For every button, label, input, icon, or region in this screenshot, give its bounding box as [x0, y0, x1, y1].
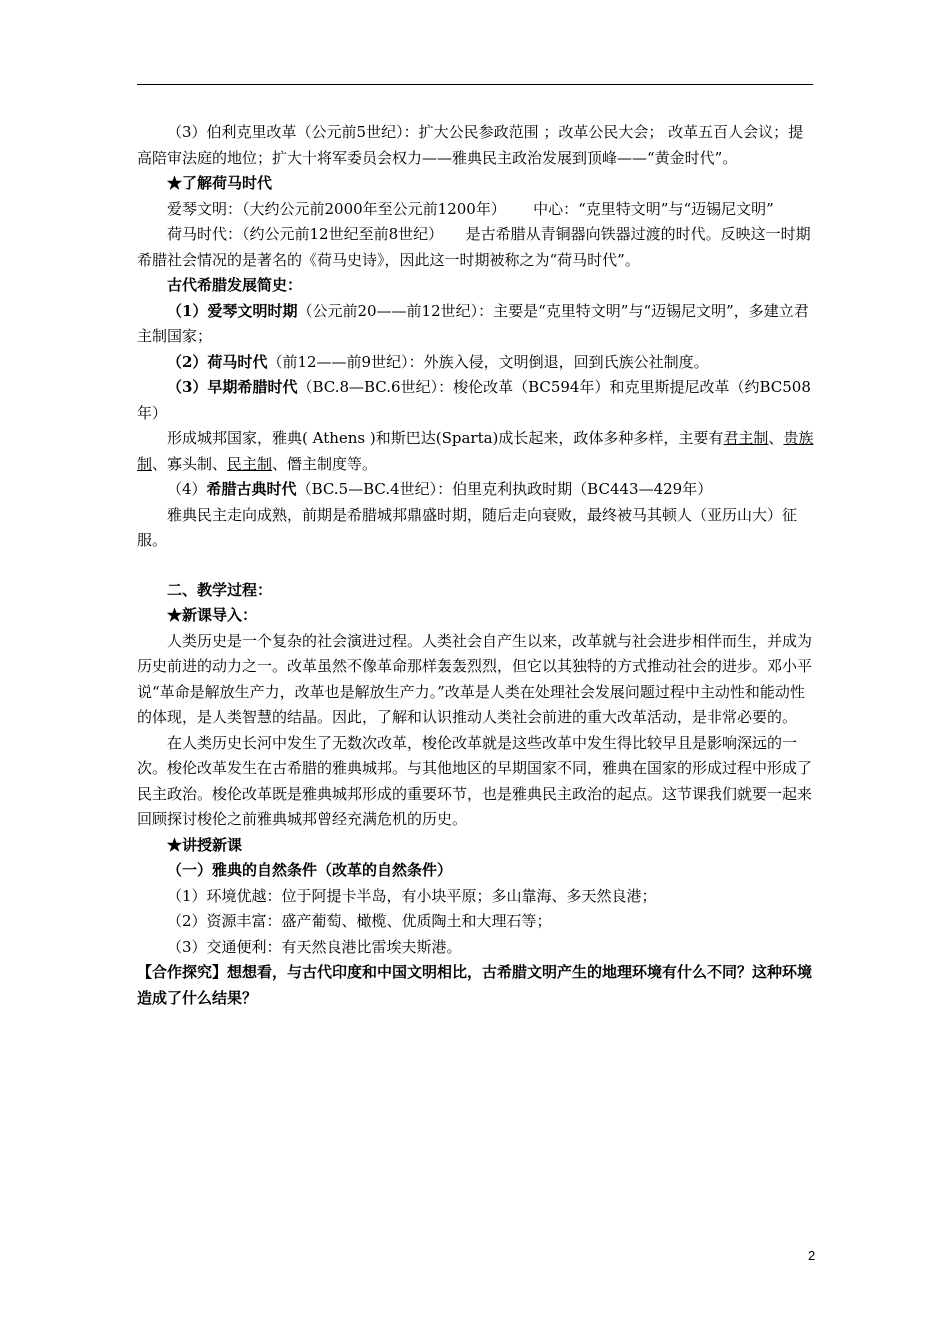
history-item-4-text: （BC.5—BC.4世纪）：伯里克利执政时期（BC443—429年）	[296, 480, 713, 498]
heading-teaching-process: 二、教学过程：	[167, 580, 273, 599]
city-state-text: 形成城邦国家，雅典( Athens )和斯巴达(Sparta)成长起来，政体多种多样，主要有	[167, 429, 724, 447]
subheading-natural-conditions: （一）雅典的自然条件（改革的自然条件）	[167, 861, 453, 879]
history-item-4-number: （4）	[167, 480, 207, 498]
separator-2: 、寡头制、	[152, 454, 228, 473]
history-item-2-title: （2）荷马时代	[167, 352, 268, 371]
history-item-4-detail: 雅典民主走向成熟，前期是希腊城邦鼎盛时期，随后走向衰败，最终被马其顿人（亚历山大）征服。	[137, 505, 798, 549]
heading-homer-era: ★了解荷马时代	[167, 174, 273, 192]
heading-new-lesson: ★讲授新课	[167, 835, 243, 854]
heading-lesson-intro: ★新课导入：	[167, 606, 258, 624]
header-rule	[137, 84, 813, 85]
condition-2: （2）资源丰富：盛产葡萄、橄榄、优质陶土和大理石等；	[167, 912, 552, 930]
history-item-2	[137, 350, 817, 376]
history-item-1-text: （公元前20——前12世纪）：主要是“克里特文明”与“迈锡尼文明”，多建立君主制国家；	[137, 301, 809, 345]
intro-paragraph-1: 人类历史是一个复杂的社会演进过程。人类社会自产生以来，改革就与社会进步相伴而生，并成为历史前进的动力之一。改革虽然不像革命那样轰轰烈烈，但它以其独特的方式推动社会的进步。邓小平说“革命是解放生产力，改革也是解放生产力。”改革是人类在处理社会发展问题过程中主动性和能动性的体现，是人类智慧的结晶。因此，了解和认识推动人类社会前进的重大改革活动，是非常必要的。	[137, 631, 813, 726]
history-item-1-title: （1）爱琴文明时期	[167, 301, 298, 320]
history-item-4	[137, 477, 817, 503]
aristocracy-term: 贵族制	[137, 429, 814, 473]
section-gap	[137, 554, 817, 578]
document-body	[137, 120, 817, 1011]
history-item-1	[137, 299, 817, 350]
heading-greek-history: 古代希腊发展简史：	[167, 276, 303, 294]
democracy-term: 民主制	[227, 454, 273, 473]
aegean-civilization-paragraph: 爱琴文明：（大约公元前2000年至公元前1200年） 中心：“克里特文明”与“迈锡尼文明”	[167, 199, 774, 218]
intro-paragraph-2: 在人类历史长河中发生了无数次改革，梭伦改革就是这些改革中发生得比较早且是影响深远的一次。梭伦改革发生在古希腊的雅典城邦。与其他地区的早期国家不同，雅典在国家的形成过程中形成了民主政治。梭伦改革既是雅典城邦形成的重要环节，也是雅典民主政治的起点。这节课我们就要一起来回顾探讨梭伦之前雅典城邦曾经充满危机的历史。	[137, 733, 813, 828]
city-state-text-end: 、僭主制度等。	[272, 454, 378, 473]
history-item-3	[137, 375, 817, 426]
cooperative-inquiry: 【合作探究】想想看，与古代印度和中国文明相比，古希腊文明产生的地理环境有什么不同？这种环境造成了什么结果？	[137, 963, 813, 1007]
monarchy-term: 君主制	[723, 429, 769, 447]
history-item-3-text: （BC.8—BC.6世纪）：梭伦改革（BC594年）和克里斯提尼改革（约BC508年）	[137, 378, 811, 422]
homer-era-paragraph: 荷马时代：（约公元前12世纪至前8世纪） 是古希腊从青铜器向铁器过渡的时代。反映这一时期希腊社会情况的是著名的《荷马史诗》，因此这一时期被称之为“荷马时代”。	[137, 225, 811, 269]
history-item-2-text: （前12——前9世纪）：外族入侵，文明倒退，回到氏族公社制度。	[267, 352, 709, 371]
condition-3: （3）交通便利：有天然良港比雷埃夫斯港。	[167, 937, 462, 956]
separator-1: 、	[768, 429, 784, 447]
history-item-3-title: （3）早期希腊时代	[167, 378, 298, 396]
pericles-reform-paragraph: （3）伯利克里改革（公元前5世纪）：扩大公民参政范围 ；改革公民大会； 改革五百人会议；提高陪审法庭的地位；扩大十将军委员会权力——雅典民主政治发展到顶峰——“黄金时代”。	[137, 123, 804, 167]
page-number: 2	[808, 1248, 816, 1263]
condition-1: （1）环境优越：位于阿提卡半岛，有小块平原；多山靠海、多天然良港；	[167, 886, 657, 905]
history-item-4-title: 希腊古典时代	[206, 480, 297, 498]
history-item-3-detail	[137, 426, 817, 477]
